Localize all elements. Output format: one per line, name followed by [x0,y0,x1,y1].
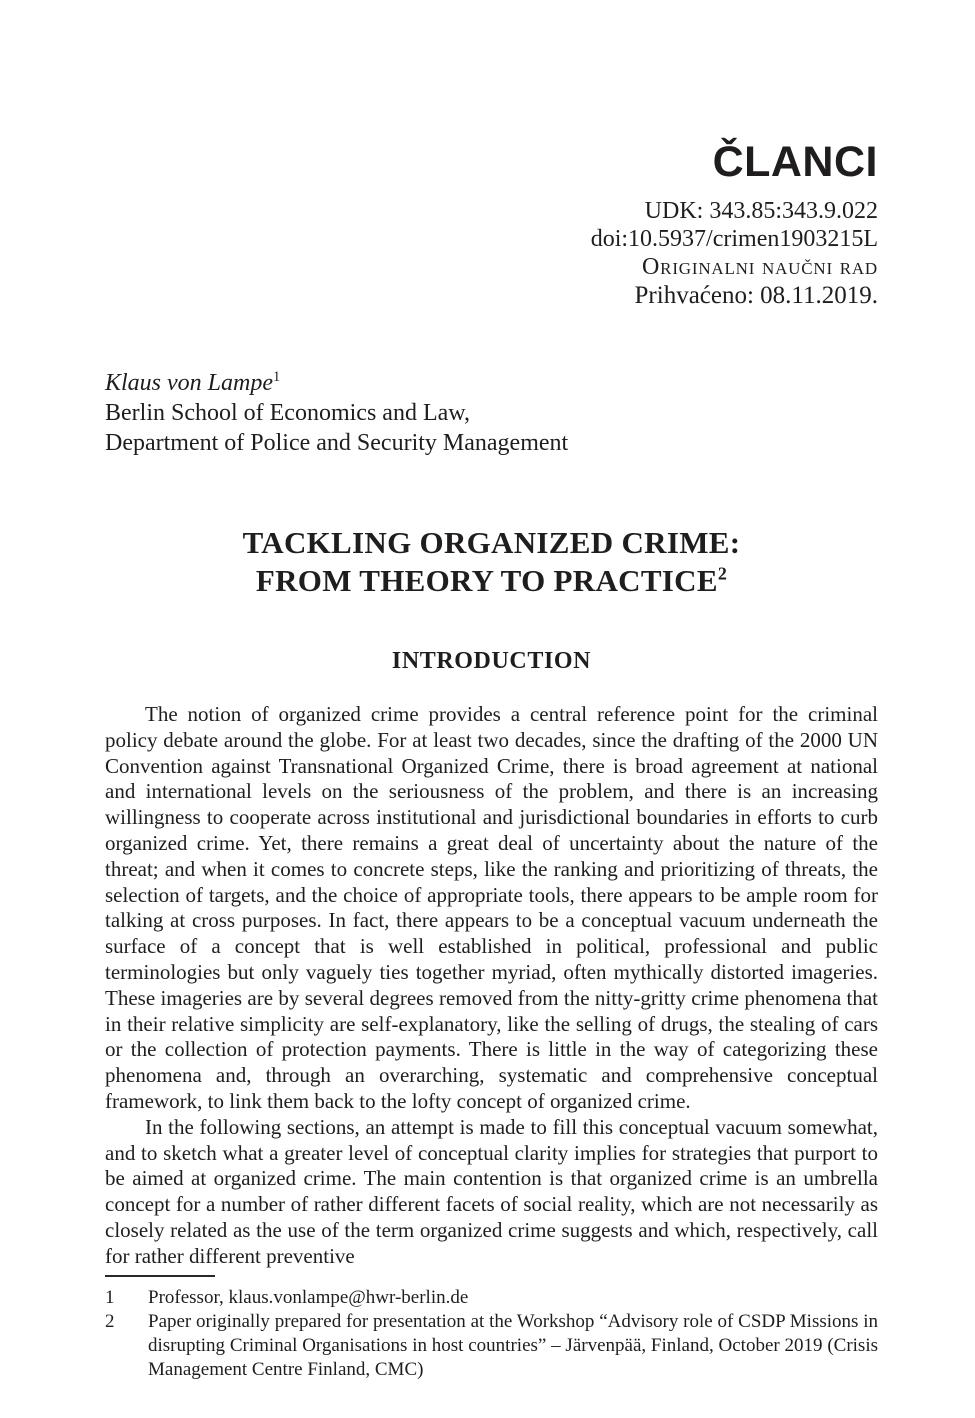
footnote-1-text: Professor, klaus.vonlampe@hwr-berlin.de [148,1286,469,1308]
body-paragraph-2: In the following sections, an attempt is made to fill this conceptual vacuum somewhat, and to sketch what a greater level of conceptual clarity implies for strategies that purport to be aimed at organized crime. The main contention is that organized crime is an umbrella concept for a number of rather different facets of social reality, which are not necessarily as closely related as the use of the term organized crime suggests and which, respectively, call for rather different preventive [105,1114,878,1268]
article-title [105,524,878,600]
article-type-label: Originalni naučni rad [642,254,878,280]
footnote-separator-rule [105,1275,215,1277]
footnotes [105,1286,878,1382]
article-title-line-1: TACKLING ORGANIZED CRIME: [242,525,741,560]
udk-number: UDK: 343.85:343.9.022 [644,198,878,224]
footnote-1-number: 1 [105,1286,115,1308]
doi-number: doi:10.5937/crimen1903215L [590,226,878,252]
article-body [105,702,878,1270]
body-paragraph-1: The notion of organized crime provides a central reference point for the criminal policy debate around the globe. For at least two decades, since the drafting of the 2000 UN Convention against Transnational Organized Crime, there is broad agreement at national and international levels on the seriousness of the problem, and there is an increasing willingness to cooperate across institutional and jurisdictional boundaries in efforts to curb organized crime. Yet, there remains a great deal of uncertainty about the nature of the threat; and when it comes to concrete steps, like the ranking and prioritizing of threats, the selection of targets, and the choice of appropriate tools, there appears to be ample room for talking at cross purposes. In fact, there appears to be a conceptual vacuum underneath the surface of a concept that is well established in political, professional and public terminologies but only vaguely ties together myriad, often mythically distorted imageries. These imageries are by several degrees removed from the nitty-gritty crime phenomena that in their relative simplicity are self-explanatory, like the selling of drugs, the stealing of cars or the collection of protection payments. There is little in the way of categorizing these phenomena and, through an overarching, systematic and comprehensive conceptual framework, to link them back to the lofty concept of organized crime. [105,702,878,1113]
footnote-1 [105,1286,878,1310]
author-name [105,368,878,398]
section-heading-introduction: INTRODUCTION [391,648,592,674]
article-title-line-2: FROM THEORY TO PRACTICE [255,563,718,598]
title-footnote-ref: 2 [717,563,728,584]
footnote-2 [105,1310,878,1382]
author-affiliation-line-2: Department of Police and Security Management [105,430,569,456]
page-content [105,0,878,1382]
author-footnote-ref: 1 [273,369,281,385]
author-block [105,368,878,458]
footnote-2-text: Paper originally prepared for presentation at the Workshop “Advisory role of CSDP Missions in disrupting Criminal Organisations in host countries” – Järvenpää, Finland, October 2019 (Crisis Management Centre Finland, CMC) [148,1310,878,1380]
footnote-2-number: 2 [105,1310,115,1332]
author-affiliation-line-1: Berlin School of Economics and Law, [105,400,471,426]
accepted-date: Prihvaćeno: 08.11.2019. [634,282,878,309]
bibliographic-header [105,138,878,311]
journal-section-title: ČLANCI [712,138,878,186]
author-name-text: Klaus von Lampe [105,370,273,396]
